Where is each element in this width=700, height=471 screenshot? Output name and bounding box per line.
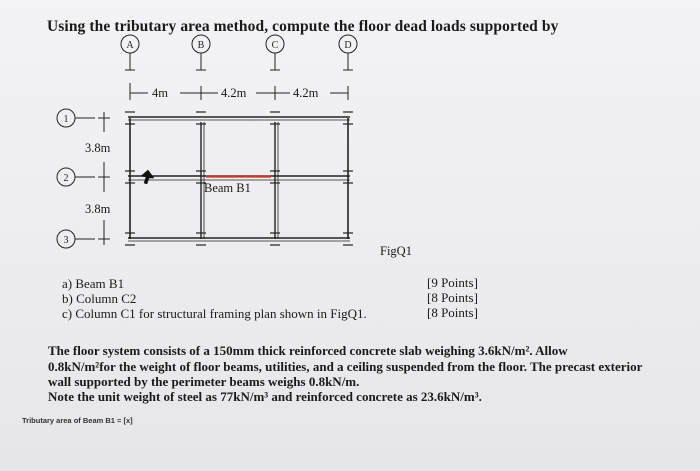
span-label-23: 3.8m [85, 202, 111, 216]
span-label-ab: 4m [152, 86, 168, 100]
description-line-1: The floor system consists of a 150mm thick reinforced concrete slab weighing 3.6kN/m². Allow [48, 343, 568, 358]
points-c: [8 Points] [427, 305, 478, 320]
unit-weight-note: Note the unit weight of steel as 77kN/m³ and reinforced concrete as 23.6kN/m³. [48, 389, 482, 404]
problem-title: Using the tributary area method, compute the floor dead loads supported by [47, 18, 559, 35]
beam-b1-label: Beam B1 [204, 181, 251, 195]
cursor-arrow-icon [141, 170, 154, 184]
figure-caption: FigQ1 [380, 244, 412, 258]
tributary-area-note: Tributary area of Beam B1 = [x] [22, 416, 133, 425]
points-a: [9 Points] [427, 275, 478, 290]
grid-label-1: 1 [63, 114, 69, 125]
description-line-3: wall supported by the perimeter beams weighs 0.8kN/m. [48, 374, 360, 389]
grid-label-d: D [344, 40, 352, 51]
grid-label-c: C [271, 40, 279, 51]
question-a: a) Beam B1 [62, 276, 125, 291]
question-list [62, 276, 367, 321]
question-b: b) Column C2 [62, 291, 137, 306]
grid-label-3: 3 [63, 235, 69, 246]
description-line-2: 0.8kN/m²for the weight of floor beams, utilities, and a ceiling suspended from the floor. The precast exterior [48, 358, 643, 374]
grid-label-b: B [197, 40, 205, 51]
question-c: c) Column C1 for structural framing plan shown in FigQ1. [62, 306, 367, 321]
span-label-cd: 4.2m [293, 86, 319, 100]
span-label-12: 3.8m [85, 141, 111, 155]
problem-description [48, 343, 668, 390]
grid-label-a: A [126, 40, 134, 51]
points-list [427, 275, 478, 320]
points-b: [8 Points] [427, 290, 478, 305]
span-label-bc: 4.2m [221, 86, 247, 100]
grid-label-2: 2 [63, 173, 69, 184]
